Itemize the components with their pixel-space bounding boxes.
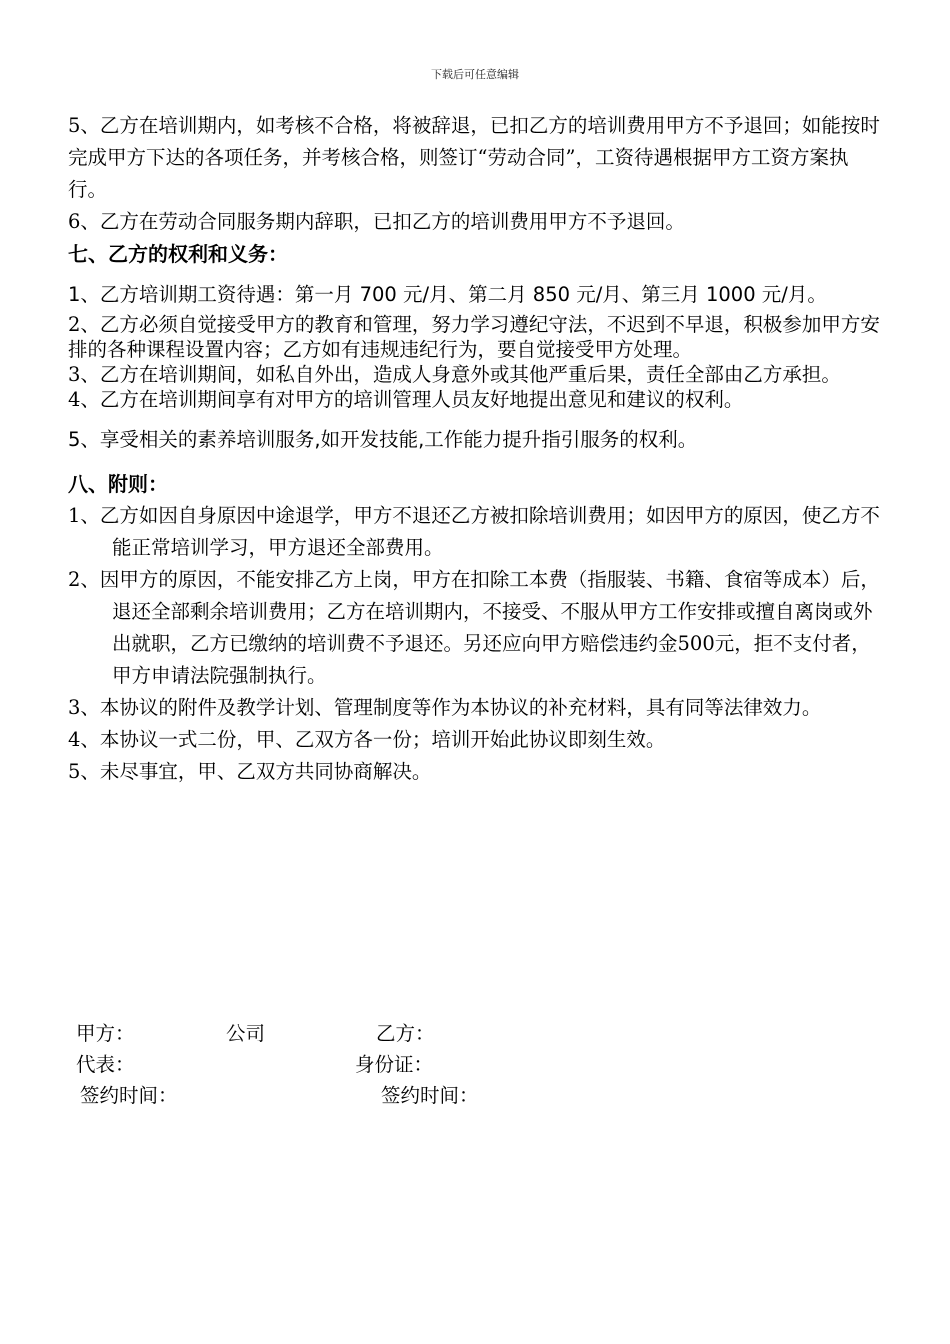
clause-7-2: 2、乙方必须自觉接受甲方的教育和管理，努力学习遵纪守法，不迟到不早退，积极参加甲方安排的各种课程设置内容；乙方如有违规违纪行为，要自觉接受甲方处理。 bbox=[68, 313, 880, 361]
clause-8-2: 2、因甲方的原因，不能安排乙方上岗，甲方在扣除工本费（指服装、书籍、食宿等成本）后，退还全部剩余培训费用；乙方在培训期内，不接受、不服从甲方工作安排或擅自离岗或外出就职，乙方已缴纳的培训费不予退还。另还应向甲方赔偿违约金500元，拒不支付者，甲方申请法院强制执行。 bbox=[68, 568, 880, 687]
clause-8-3: 3、本协议的附件及教学计划、管理制度等作为本协议的补充材料，具有同等法律效力。 bbox=[68, 696, 822, 719]
signature-row-identity bbox=[76, 1049, 776, 1080]
signature-block bbox=[76, 1018, 776, 1111]
party-b-label: 乙方： bbox=[376, 1022, 435, 1045]
party-b-date-label: 签约时间： bbox=[381, 1084, 479, 1107]
clause-6-6: 6、乙方在劳动合同服务期内辞职，已扣乙方的培训费用甲方不予退回。 bbox=[68, 210, 685, 233]
party-a-date-label: 签约时间： bbox=[80, 1084, 178, 1107]
section-8-title: 八、附则： bbox=[68, 472, 168, 496]
clause-8-5: 5、未尽事宜，甲、乙双方共同协商解决。 bbox=[68, 760, 432, 783]
clause-8-4: 4、本协议一式二份，甲、乙双方各一份；培训开始此协议即刻生效。 bbox=[68, 728, 666, 751]
clause-8-1: 1、乙方如因自身原因中途退学，甲方不退还乙方被扣除培训费用；如因甲方的原因，使乙方不能正常培训学习，甲方退还全部费用。 bbox=[68, 504, 880, 559]
id-card-label: 身份证： bbox=[355, 1053, 434, 1076]
document-body bbox=[68, 110, 884, 788]
header-note: 下载后可任意编辑 bbox=[431, 68, 519, 81]
party-a-company: 公司 bbox=[226, 1022, 266, 1045]
clause-6-5: 5、乙方在培训期内，如考核不合格，将被辞退，已扣乙方的培训费用甲方不予退回；如能按时完成甲方下达的各项任务，并考核合格，则签订“劳动合同”，工资待遇根据甲方工资方案执行。 bbox=[68, 114, 880, 201]
clause-7-1: 1、乙方培训期工资待遇：第一月 700 元/月、第二月 850 元/月、第三月 1000 元/月。 bbox=[68, 283, 827, 306]
clause-7-3: 3、乙方在培训期间，如私自外出，造成人身意外或其他严重后果，责任全部由乙方承担。 bbox=[68, 363, 841, 386]
clause-7-4: 4、乙方在培训期间享有对甲方的培训管理人员友好地提出意见和建议的权利。 bbox=[68, 388, 744, 411]
clause-7-5: 5、享受相关的素养培训服务,如开发技能,工作能力提升指引服务的权利。 bbox=[68, 428, 698, 451]
party-a-label: 甲方： bbox=[76, 1022, 135, 1045]
signature-row-parties bbox=[76, 1018, 776, 1049]
section-7-title: 七、乙方的权利和义务： bbox=[68, 242, 288, 266]
representative-label: 代表： bbox=[76, 1053, 135, 1076]
signature-row-dates bbox=[76, 1080, 776, 1111]
